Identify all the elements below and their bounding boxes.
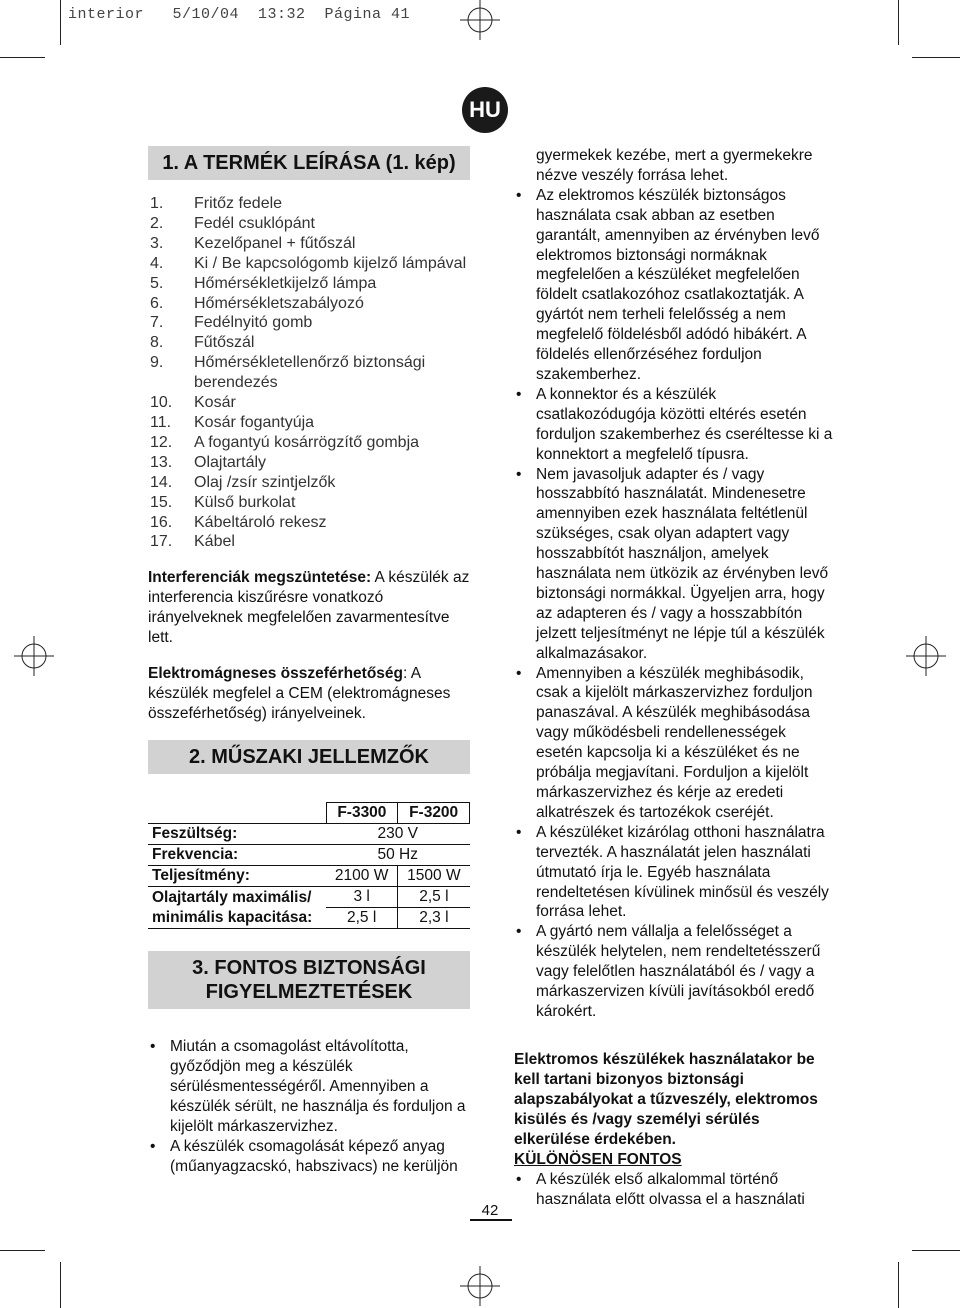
bullet-item: • Nem javasoljuk adapter és / vagy hosszabbító használatát. Mindenesetre amennyiben ezek használata feltétlenül szükséges, csak olyan adaptert vagy hosszabbítót használjon, amelyek használata nem ütközik az érvényben levő biztonsági normákkal. Ügyeljen arra, hogy az adapteren és / vagy a hosszabbítón jelzett teljesítményt ne lépje túl a készülék alkalmazásakor. — [514, 465, 834, 664]
safety-bullets-right — [514, 146, 834, 1022]
special-heading: KÜLÖNÖSEN FONTOS — [514, 1150, 682, 1168]
model-header: F-3300 — [326, 803, 398, 824]
item-label: Ki / Be kapcsológomb kijelző lámpával — [194, 254, 467, 272]
spec-value: 230 V — [326, 824, 470, 845]
registration-mark-icon — [460, 1266, 500, 1306]
spec-label: Olajtartály maximális/ — [148, 887, 326, 908]
spec-value: 1500 W — [398, 866, 470, 887]
parts-list-item — [148, 433, 470, 453]
interference-label: Interferenciák megszüntetése: — [148, 569, 372, 587]
interference-text: A készülék az interferencia kiszűrésre vonatkozó irányelveknek megfelelően zavarmentesítve lett. — [148, 569, 470, 647]
language-badge: HU — [462, 87, 508, 133]
item-number: 16. — [150, 513, 173, 531]
item-number: 12. — [150, 433, 173, 451]
item-label: Olajtartály — [194, 453, 267, 471]
item-number: 14. — [150, 473, 173, 491]
spec-row — [148, 845, 470, 866]
parts-list-item — [148, 214, 470, 234]
spec-value: 50 Hz — [326, 845, 470, 866]
spec-table — [148, 802, 470, 929]
item-label: Kábeltároló rekesz — [194, 513, 327, 531]
registration-mark-icon — [14, 636, 54, 676]
item-label: Hőmérsékletellenőrző biztonsági berendezés — [194, 354, 426, 392]
item-label: Hőmérsékletszabályozó — [194, 294, 364, 312]
electrical-warning: Elektromos készülékek használatakor be kell tartani bizonyos biztonsági alapszabályokat a tűzveszély, elektromos kisülés és /vagy személyi sérülés elkerülése érdekében. — [514, 1050, 818, 1148]
crop-mark — [0, 1250, 45, 1251]
item-number: 13. — [150, 453, 173, 471]
item-label: Kosár fogantyúja — [194, 413, 315, 431]
spec-row — [148, 908, 470, 929]
parts-list-item — [148, 413, 470, 433]
item-number: 5. — [150, 274, 164, 292]
item-label: Fritőz fedele — [194, 195, 283, 212]
parts-list-item — [148, 473, 470, 493]
section-3-heading-line: 3. FONTOS BIZTONSÁGI — [192, 957, 426, 980]
bullet-item: • A konnektor és a készülék csatlakozódugója közötti eltérés esetén forduljon szakemberhez és cseréltesse ki a konnektort a megfelelő típusra. — [514, 385, 834, 465]
spec-value: 2100 W — [326, 866, 398, 887]
registration-mark-icon — [460, 0, 500, 40]
crop-mark — [60, 1262, 61, 1308]
emc-label: Elektromágneses összeférhetőség — [148, 665, 403, 683]
bullet-item: • Amennyiben a készülék meghibásodik, csak a kijelölt márkaszervizhez forduljon panaszával. A készülék meghibásodása vagy működésbeli rendellenességek esetén kapcsolja ki a készüléket és ne próbálja megjavítani. Forduljon a kijelölt márkaszervizhez és kérje az eredeti alkatrészek és tartozékok cseréjét. — [514, 664, 834, 823]
spec-row — [148, 866, 470, 887]
parts-list-item — [148, 274, 470, 294]
page-number-rule — [470, 1219, 512, 1221]
bullet-item: • A készülék első alkalommal történő használata előtt olvassa el a használati — [514, 1170, 834, 1210]
parts-list-item — [148, 254, 470, 274]
item-label: Külső burkolat — [194, 493, 296, 511]
model-header: F-3200 — [398, 803, 470, 824]
spec-value: 2,5 l — [398, 887, 470, 908]
spec-row — [148, 824, 470, 845]
parts-list-item — [148, 234, 470, 254]
spec-value: 3 l — [326, 887, 398, 908]
printer-slug: interior 5/10/04 13:32 Página 41 — [68, 6, 411, 23]
item-number: 1. — [150, 195, 164, 212]
spec-value: 2,5 l — [326, 908, 398, 929]
spec-value: 2,3 l — [398, 908, 470, 929]
bullet-item: • Miután a csomagolást eltávolította, győződjön meg a készülék sérülésmentességéről. Amennyiben a készülék sérült, ne használja és forduljon a kijelölt márkaszervizhez. — [148, 1037, 470, 1137]
item-label: Kezelőpanel + fűtőszál — [194, 234, 356, 252]
registration-mark-icon — [906, 636, 946, 676]
item-number: 4. — [150, 254, 164, 272]
item-label: Kosár — [194, 394, 236, 412]
crop-mark — [898, 1262, 899, 1308]
parts-list-item — [148, 532, 470, 552]
item-number: 8. — [150, 334, 164, 352]
item-label: Fűtőszál — [194, 334, 255, 352]
safety-bullets-left — [148, 1037, 470, 1177]
left-column — [148, 146, 470, 1177]
parts-list-item — [148, 353, 470, 393]
crop-mark — [912, 1250, 960, 1251]
page-number: 42 — [481, 1202, 499, 1219]
bullet-item: • A gyártó nem vállalja a felelősséget a készülék helytelen, nem rendeltetésszerű vagy felelőtlen használatából és / vagy a márkaszervizen kívüli javításokból eredő károkért. — [514, 922, 834, 1022]
crop-mark — [0, 57, 45, 58]
spec-label: Frekvencia: — [148, 845, 326, 866]
item-number: 3. — [150, 234, 164, 252]
parts-list-item — [148, 453, 470, 473]
item-label: Kábel — [194, 533, 235, 551]
crop-mark — [912, 57, 960, 58]
bullet-continuation: gyermekek kezébe, mert a gyermekekre nézve veszély forrása lehet. — [536, 147, 813, 184]
right-column — [514, 146, 834, 1210]
item-label: Hőmérsékletkijelző lámpa — [194, 274, 377, 292]
section-2-heading: 2. MŰSZAKI JELLEMZŐK — [148, 740, 470, 774]
parts-list-item — [148, 493, 470, 513]
crop-mark — [60, 0, 61, 45]
crop-mark — [898, 0, 899, 45]
spec-label: Teljesítmény: — [148, 866, 326, 887]
parts-list-item — [148, 313, 470, 333]
parts-list-item — [148, 333, 470, 353]
item-number: 6. — [150, 294, 164, 312]
section-3-heading — [148, 951, 470, 1009]
parts-list-item — [148, 393, 470, 413]
parts-list-item — [148, 294, 470, 314]
bullet-item: • Az elektromos készülék biztonságos használata csak abban az esetben garantált, amennyiben az érvényben levő elektromos biztonsági normáknak megfelelően a készüléket megfelelően földelt csatlakozóhoz csatlakoztatják. A gyártót nem terheli felelősség a nem megfelelő földelésből adódó hibákért. A földelés ellenőrzéséhez forduljon szakemberhez. — [514, 186, 834, 385]
section-3-heading-line: FIGYELMEZTETÉSEK — [205, 981, 413, 1004]
bullet-item: • A készüléket kizárólag otthoni használatra tervezték. A használatát jelen használati útmutató írja le. Egyéb használata rendeltetésen kívülinek minősül és veszély forrása lehet. — [514, 823, 834, 923]
item-number: 2. — [150, 214, 164, 232]
interference-paragraph — [148, 568, 470, 648]
item-label: Olaj /zsír szintjelzők — [194, 473, 336, 491]
parts-list — [148, 194, 470, 552]
spec-header-row — [148, 803, 470, 824]
item-number: 7. — [150, 314, 164, 332]
item-label: A fogantyú kosárrögzítő gombja — [194, 433, 420, 451]
parts-list-item — [148, 513, 470, 533]
emc-text: : A készülék megfelel a CEM (elektromágneses összeférhetőség) irányelveinek. — [148, 665, 451, 723]
item-number: 15. — [150, 493, 173, 511]
item-label: Fedélnyitó gomb — [194, 314, 313, 332]
item-number: 11. — [150, 413, 172, 431]
item-number: 17. — [150, 533, 173, 551]
special-bullets — [514, 1170, 834, 1210]
section-1-heading: 1. A TERMÉK LEÍRÁSA (1. kép) — [148, 146, 470, 180]
parts-list-item — [148, 194, 470, 214]
spec-label: minimális kapacitása: — [148, 908, 326, 929]
spec-row — [148, 887, 470, 908]
item-number: 10. — [150, 394, 173, 412]
emc-paragraph — [148, 664, 470, 724]
spec-label: Feszültség: — [148, 824, 326, 845]
bullet-item: • A készülék csomagolását képező anyag (műanyagzacskó, habszivacs) ne kerüljön — [148, 1137, 470, 1177]
item-label: Fedél csuklópánt — [194, 214, 315, 232]
item-number: 9. — [150, 354, 164, 372]
